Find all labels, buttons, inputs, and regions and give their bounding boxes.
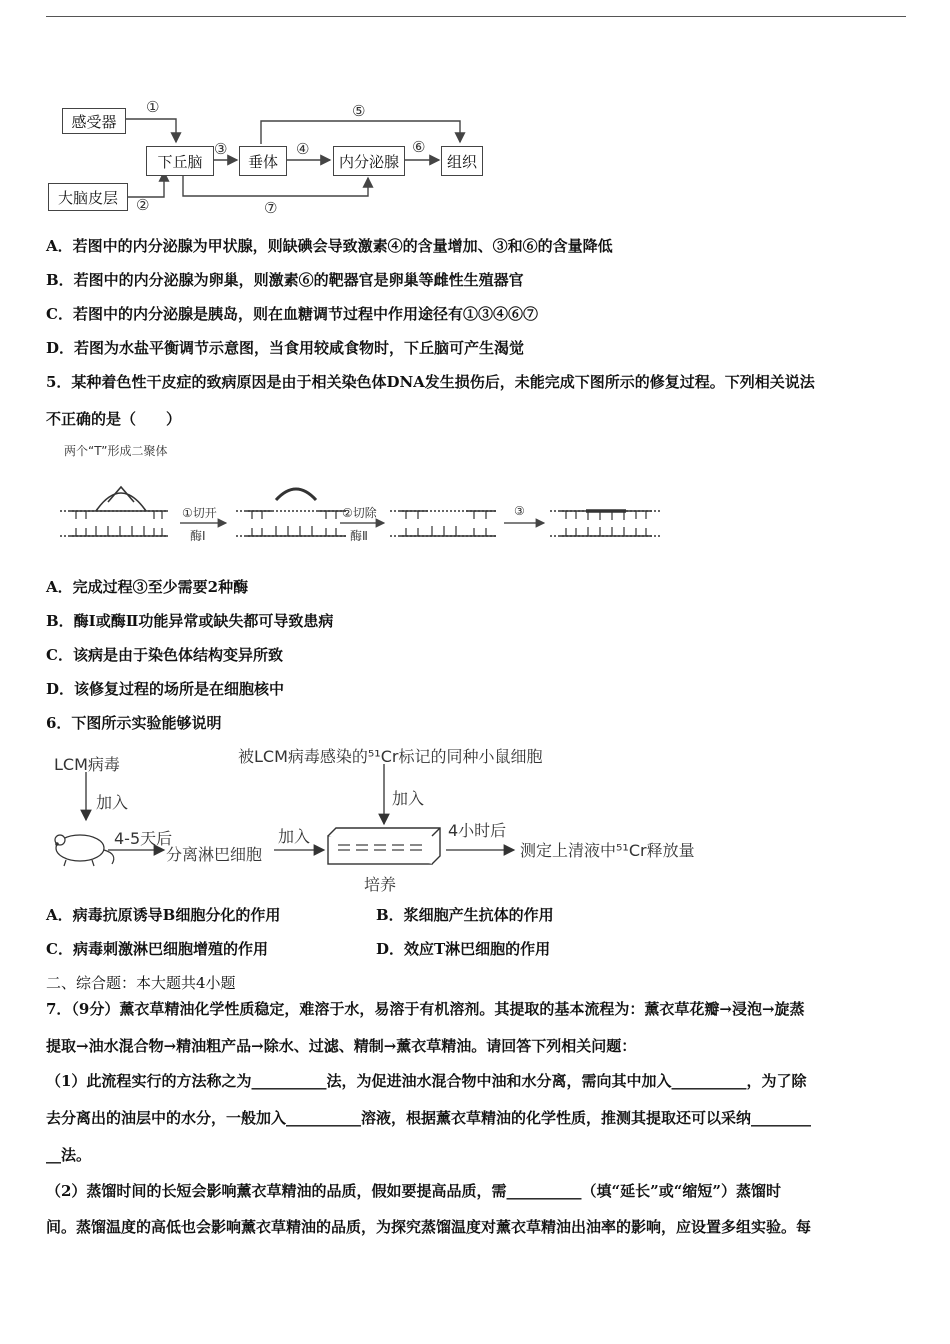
endocrine-gland-box: 内分泌腺 (333, 146, 405, 176)
q7-line-7: 间。蒸馏温度的高低也会影响薰衣草精油的品质，为探究蒸馏温度对薰衣草精油出油率的影响，应设置多组实验。每 (46, 1218, 812, 1236)
pituitary-box: 垂体 (239, 146, 287, 176)
path-label-6: ⑥ (412, 138, 426, 156)
q5-option-c: C．该病是由于染色体结构变异所致 (46, 646, 283, 664)
enzyme2-label: 酶Ⅱ (350, 529, 368, 543)
days-label: 4-5天后 (114, 829, 173, 848)
add-label-2: 加入 (278, 827, 311, 846)
section2-heading: 二、综合题：本大题共4小题 (46, 974, 236, 992)
receptor-box: 感受器 (62, 108, 126, 134)
q4-option-b: B．若图中的内分泌腺为卵巢，则激素⑥的靶器官是卵巢等雌性生殖器官 (46, 271, 524, 289)
mouse-icon (55, 835, 114, 866)
enzyme1-label: 酶Ⅰ (190, 529, 206, 543)
q4-option-c: C．若图中的内分泌腺是胰岛，则在血糖调节过程中作用途径有①③④⑥⑦ (46, 305, 538, 323)
q6-option-a: A．病毒抗原诱导B细胞分化的作用 (46, 906, 281, 924)
infected-cells-label: 被LCM病毒感染的⁵¹Cr标记的同种小鼠细胞 (238, 747, 543, 766)
q6-option-b: B．浆细胞产生抗体的作用 (376, 906, 554, 924)
q5-stem-line2: 不正确的是（ ） (46, 410, 182, 428)
cerebral-cortex-box: 大脑皮层 (48, 183, 128, 211)
q6-stem: 6．下图所示实验能够说明 (46, 714, 222, 732)
q6-option-c: C．病毒刺激淋巴细胞增殖的作用 (46, 940, 268, 958)
q4-option-a: A．若图中的内分泌腺为甲状腺，则缺碘会导致激素④的含量增加、③和⑥的含量降低 (46, 237, 613, 255)
q7-line-6: （2）蒸馏时间的长短会影响薰衣草精油的品质，假如要提高品质，需__________（填“延长”或“缩短”）蒸馏时 (46, 1182, 781, 1200)
step1-label: ①切开 (182, 506, 217, 520)
q7-line-2: 提取→油水混合物→精油粗产品→除水、过滤、精制→薰衣草精油。请回答下列相关问题： (46, 1037, 637, 1055)
path-label-2: ② (136, 196, 150, 214)
measure-label: 测定上清液中⁵¹Cr释放量 (520, 841, 695, 860)
add-label-1: 加入 (96, 793, 129, 812)
tissue-box: 组织 (441, 146, 483, 176)
dna-repair-diagram (56, 440, 666, 550)
q5-option-b: B．酶Ⅰ或酶Ⅱ功能异常或缺失都可导致患病 (46, 612, 334, 630)
q5-option-d: D．该修复过程的场所是在细胞核中 (46, 680, 285, 698)
q6-option-d: D．效应T淋巴细胞的作用 (376, 940, 551, 958)
culture-label: 培养 (364, 875, 397, 894)
lymphocyte-label: 分离淋巴细胞 (166, 845, 263, 864)
hours-label: 4小时后 (448, 821, 507, 840)
header-rule (46, 16, 906, 17)
path-label-5: ⑤ (352, 102, 366, 120)
lcm-experiment-diagram (46, 740, 726, 895)
step3-label: ③ (514, 504, 525, 518)
q5-option-a: A．完成过程③至少需要2种酶 (46, 578, 249, 596)
q7-line-5: __法。 (46, 1146, 92, 1164)
q7-line-3: （1）此流程实行的方法称之为__________法，为促进油水混合物中油和水分离，需向其中加入__________，为了除 (46, 1072, 807, 1090)
q7-line-1: 7．（9分）薰衣草精油化学性质稳定，难溶于水，易溶于有机溶剂。其提取的基本流程为：薰衣草花瓣→浸泡→旋蒸 (46, 1000, 805, 1018)
path-label-1: ① (146, 98, 160, 116)
regulation-diagram (46, 96, 496, 220)
q5-stem-line1: 5．某种着色性干皮症的致病原因是由于相关染色体DNA发生损伤后，未能完成下图所示的修复过程。下列相关说法 (46, 373, 815, 391)
q7-line-4: 去分离出的油层中的水分，一般加入__________溶液，根据薰衣草精油的化学性质，推测其提取还可以采纳________ (46, 1109, 812, 1127)
hypothalamus-box: 下丘脑 (146, 146, 214, 176)
path-label-7: ⑦ (264, 199, 278, 217)
path-label-3: ③ (214, 140, 228, 158)
lcm-virus-label: LCM病毒 (54, 755, 120, 774)
path-label-4: ④ (296, 140, 310, 158)
q4-option-d: D．若图为水盐平衡调节示意图，当食用较咸食物时，下丘脑可产生渴觉 (46, 339, 525, 357)
dimer-title: 两个“T”形成二聚体 (64, 444, 168, 458)
step2-label: ②切除 (342, 506, 377, 520)
add-label-3: 加入 (392, 789, 425, 808)
